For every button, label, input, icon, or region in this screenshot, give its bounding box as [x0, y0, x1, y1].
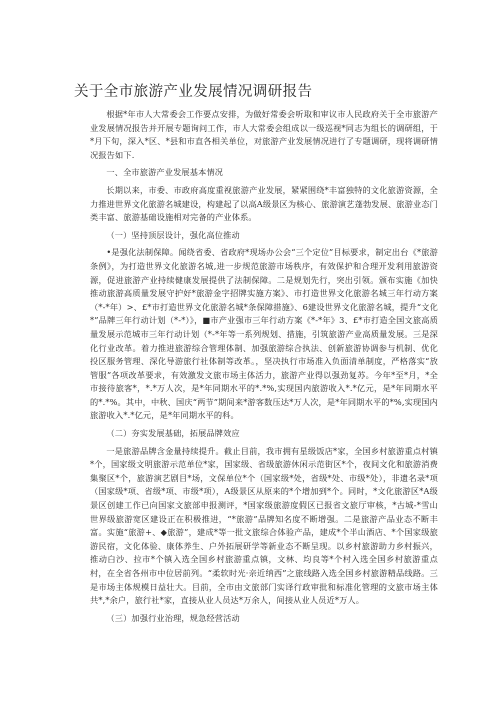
document-title: 关于全市旅游产业发展情况调研报告: [74, 84, 313, 100]
subsection-heading-3: （三）加强行业治理，规急经营活动: [106, 612, 240, 623]
subsection-heading-2: （二）夯实发展基础，拓展品牌效应: [106, 428, 240, 439]
intro-paragraph: 根据*年市人大常委会工作要点安排，为做好常委会听取和审议市人民政府关于全市旅游产业发展情况报告并开展专题询问工作，市人大常委会组成以一级巡视*同志为组长的调研组，于*月下旬，深入*区、*县和市直各相关单位，对旅游产业发展情况进行了专题调研，现将调研情况报告如下.: [90, 109, 438, 160]
development-base-paragraph: 一是旅游品牌含金量持续提升。截止目前，我市拥有星级饭店*家，全国乡村旅游重点村镇*个，国家级文明旅游示范单位*家，国家级、省级旅游休闲示范街区*个，夜间文化和旅游消费集聚区*个，旅游演艺剧目*场，文保单位*个（国家级*处，省级*处、市级*处），非遗名录*项（国家级*项、省级*项、市级*项），A级景区从原来的*个增加到*个。同时，*文化旅游区*A级景区创建工作已向国家文旅部申报测评，*国家级旅游度假区已报省文旅厅审核，*古城-*雪山世界级旅游宽区建设正在积极推进，“*旅游”品牌知名度不断增强。二是旅游产品业态不断丰富。实施“旅游+、◆旅游”，建成*等一批文旅综合体验产品，建成*个半山酒店、*个国家级旅游民宿，文化体验、康体养生、户外拓展研学等新业态不断呈现。以乡村旅游助力乡村振兴，推动白沙、拉市*个镇入选全国乡村旅游重点镇，文林、均良等*个村入选全国乡村旅游重点村，在全省各州市中位居前列。“柔软时光·亲近纳西”之旅线路入选全国乡村旅游精品线路。三是市场主体规模日益壮大。目前，全市由文旅部门实译行政审批和标准化管理的文旅市场主体共*,*余户，旅行社*家，直接从业人员达*万余人，间接从业人员近*万人。: [90, 445, 438, 606]
overview-paragraph: 长期以来，市委、市政府高度重视旅游产业发展，紧紧围绕*丰富独特的文化旅游资源，全力推进世界文化旅游名城建设，构建起了以高A级景区为核心、旅游演艺蓬勃发展、旅游业态门类丰富、旅游基础设施相对完备的产业体系。: [90, 184, 438, 223]
subsection-heading-1: （一）坚持顶层设计，强化高位推动: [106, 229, 240, 240]
section-heading-1: 一、全市旅游产业发展基本情况: [106, 167, 224, 178]
document-body: [90, 108, 438, 629]
top-level-design-paragraph: •是强化法制保障。闻绕省委、省政府*现场办公会“三个定位”目标要求，制定出台《*旅游条例》，为打造世界文化旅游名城,进一步规范旅游市场秩序，有效保护和合理开发利用旅游资源，促进旅游产业持续健康发展提供了法制保障。二是规划先行，突出引领。颁布实施《加快推动旅游高质量发展守护好*旅游金字招牌实施方案》、市打造世界文化旅游名城三年行动方案（*-*年）>、£*市打造世界文化旅游名城*条保障措施》、6建设世界文化旅游名城，提升“文化*”品牌三年行动计划（*-*）》，■市产业强市三年行动方案《*-*年》3、£*市打造全国文旅高质量发展示范城市三年行动计划（*-*年等一系列规划、措施，引筑旅游产业高质量发展。三是深化行业改革。着力推进旅游综合管理体制、加强旅游综合执法、创新旅游协调参与机制、优化投区服务管理、深化导游旅行社体制等改革。，坚决执行市场准入负面清单制度，严格落实“放管服”各项改革要求，有效激发文旅市场主体活力，旅游产业得以强劲复苏。今年*至*月，*全市接待旅客*，*.*万人次，是*年同期水平的*.*%,实现国内旅游收入*.*亿元，是*年同期水平的*.*%。其中，中秋、国庆“两节”期间来*游客数压达*万人次，是*年同期水平的*%,实现国内旅游收入*.*亿元，是*年同期水平的科。: [90, 247, 438, 421]
